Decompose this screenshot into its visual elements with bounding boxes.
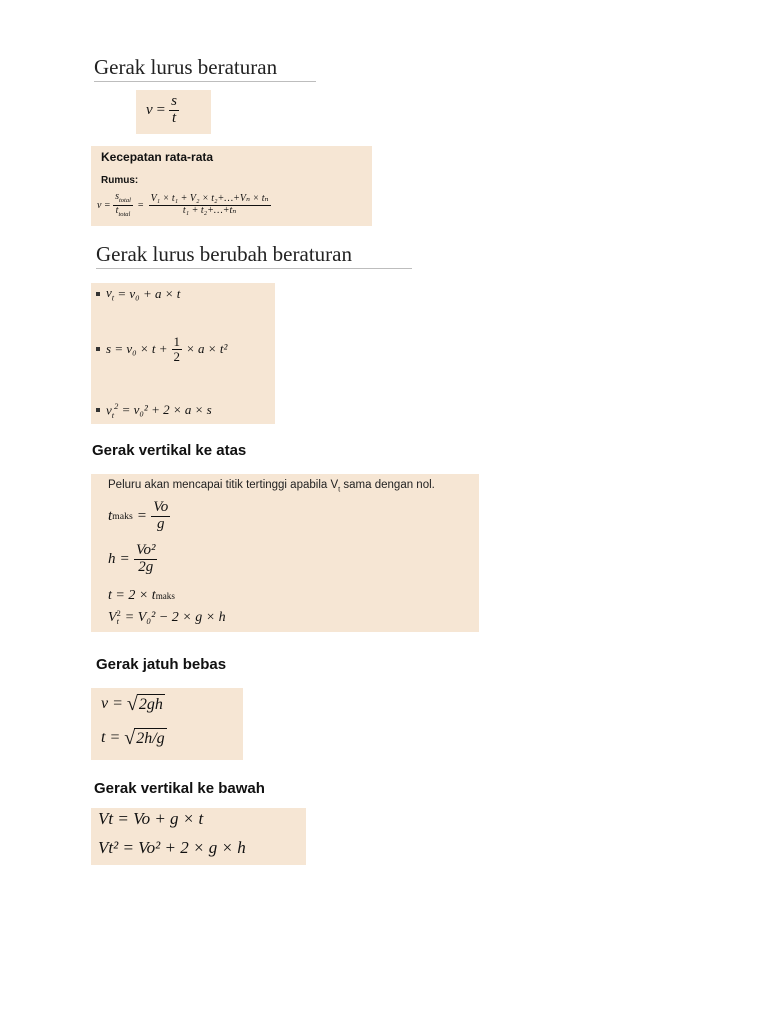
formula-vt-down: Vt = Vo + g × t bbox=[98, 809, 204, 828]
formula-lhs: v bbox=[146, 101, 153, 118]
formula-box-free-fall bbox=[91, 688, 243, 760]
formula-h: h = $\frac{\text{Vo²}}{2g}$ bbox=[108, 542, 156, 575]
formula-vt-squared: $v_t^2$ = v₀² + 2 × a × s bbox=[96, 401, 212, 420]
fraction-total: $\frac{s_{total}}{t_{total}}$ bbox=[115, 191, 131, 218]
formula-v-free-fall: v = √ 2gh bbox=[101, 693, 163, 715]
formula-vt2-down: Vt² = Vo² + 2 × g × h bbox=[98, 838, 246, 857]
formula-box-glbb bbox=[91, 283, 275, 424]
fraction: $\frac{\text{Vo²}}{2g}$ bbox=[135, 542, 156, 575]
fraction: $\frac{Vo}{g}$ bbox=[153, 499, 169, 532]
formula-box-vertical-up bbox=[91, 474, 479, 632]
formula-t: t = 2 × t maks bbox=[108, 588, 175, 603]
bullet-icon bbox=[96, 408, 100, 412]
rumus-label: Rumus: bbox=[101, 175, 139, 186]
heading-glbb: Gerak lurus berubah beraturan bbox=[96, 242, 412, 269]
formula-s: s = v₀ × t + $\frac{1}{2}$ × a × t² bbox=[96, 335, 227, 363]
bullet-icon bbox=[96, 347, 100, 351]
sqrt-icon: √ 2gh bbox=[126, 693, 163, 715]
heading-vertical-up: Gerak vertikal ke atas bbox=[92, 442, 247, 459]
formula-box-vertical-down bbox=[91, 808, 306, 865]
fraction: $\frac{s}{t}$ bbox=[171, 93, 177, 126]
formula-box-average-speed bbox=[91, 146, 372, 226]
vertical-up-note: Peluru akan mencapai titik tertinggi apabila $V_t$ sama dengan nol. bbox=[108, 479, 435, 494]
fraction-weighted: $\frac{\text{V₁ × t₁ + V₂ × t₂+…+Vₙ × tₙ}}{\text{t₁ + t₂+…+tₙ}}$ bbox=[150, 193, 269, 216]
heading-vertical-down: Gerak vertikal ke bawah bbox=[94, 780, 265, 797]
formula-tmaks: t maks = $\frac{Vo}{g}$ bbox=[108, 499, 169, 532]
formula-t-free-fall: t = √ 2h/g bbox=[101, 727, 165, 749]
fraction-half: $\frac{1}{2}$ bbox=[173, 334, 181, 364]
avg-title: Kecepatan rata-rata bbox=[101, 150, 214, 164]
formula-vt2: V 2 t = V₀² − 2 × g × h bbox=[108, 609, 226, 626]
formula-velocity: v = $\frac{s}{t}$ bbox=[146, 93, 177, 126]
heading-glb: Gerak lurus beraturan bbox=[94, 55, 316, 82]
heading-free-fall: Gerak jatuh bebas bbox=[96, 656, 227, 673]
bullet-icon bbox=[96, 292, 100, 296]
formula-vt: $v_t$ = v₀ + a × t bbox=[96, 285, 180, 303]
formula-box-glb bbox=[136, 90, 211, 134]
sqrt-icon: √ 2h/g bbox=[124, 727, 165, 749]
formula-average-speed: v = $\frac{s_{total}}{t_{total}}$ = $\frac{\text{V₁ × t₁ + V₂ × t₂+…+Vₙ × tₙ}}{\text{t₁ + t₂+…+tₙ}}$ bbox=[97, 191, 269, 218]
